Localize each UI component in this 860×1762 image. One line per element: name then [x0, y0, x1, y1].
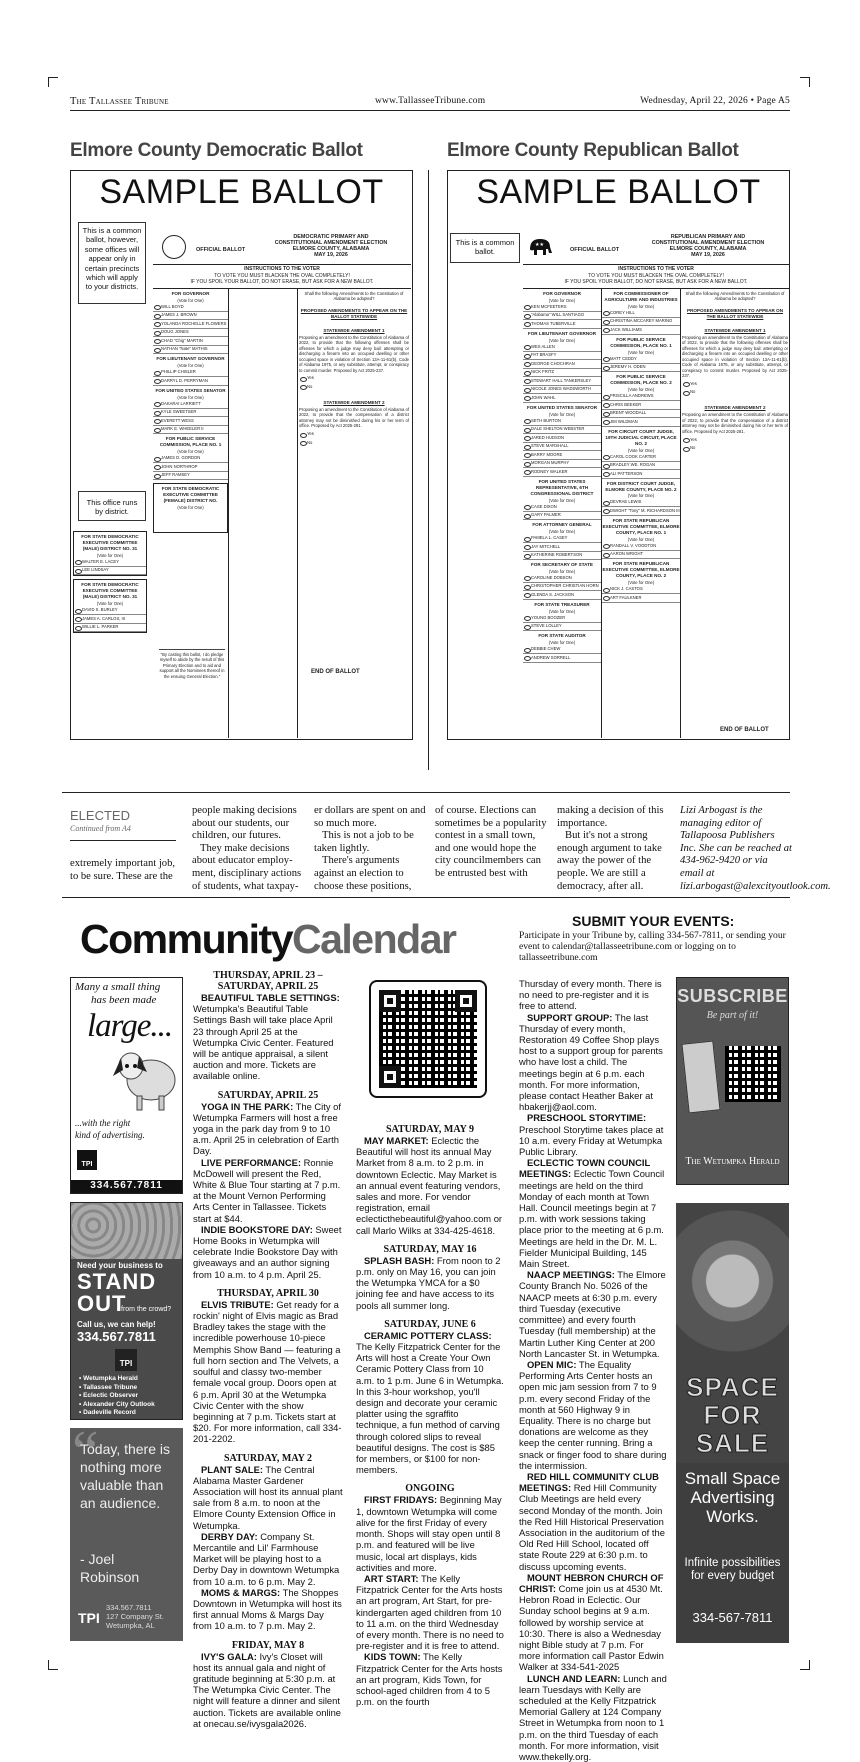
- author-bio: Lizi Arbogast is the managing editor of Tallapoosa Publishers Inc. She can be reached at 434-962-9420 or via email at lizi.arbogast@alexcityoutlook.com.: [680, 805, 831, 892]
- democratic-ballot-title: Elmore County Democratic Ballot: [70, 140, 363, 161]
- event-item: Thursday of every month. There is no need to pre-register and it is free to attend.: [519, 978, 662, 1012]
- calendar-banner: CommunityCalendar: [80, 916, 456, 962]
- ballot-heading: REPUBLICAN PRIMARY AND CONSTITUTIONAL AMENDMENT ELECTION ELMORE COUNTY, ALABAMA MAY 19, 2026: [651, 234, 765, 258]
- event-item: LUNCH AND LEARN: Lunch and learn Tuesdays with Kelly are scheduled at the Kelly Fitzpatrick Memorial Gallery at 124 Company Street in Wetumpka from noon to 1 p.m. on the third Tuesday of each month. For more information, visit www.thekelly.org.: [519, 1672, 667, 1762]
- dem-amendments: Shall the following Amendments to the Constitution of Alabama be adopted? PROPOSED AMENDMENTS TO APPEAR ON THE BALLOT STATEWIDE STATEWIDE AMENDMENT 1 Proposing an amendment to the Constitution of Alabama of 2022, to provide that the following offenses shall be offenses for which a judge may deny bail: attempting or discharging a firearm into an occupied dwelling or other occupied space in violation of Section 13A-11-61(b), Code of Alabama 1975, or any substitute, attempt, or conspiracy to commit murder. Proposed by Act 2025-237. Yes No STATEWIDE AMENDMENT 2 Proposing an amendment to the Constitution of Alabama of 2022, to provide that the compensation of a district attorney may not be diminished during his or her term of office. Proposed by Act 2025-281. Yes No: [299, 291, 409, 448]
- race: FOR STATE DEMOCRATIC EXECUTIVE COMMITTEE (FEMALE) DISTRICT NO. (Vote for One): [153, 483, 228, 533]
- race: FOR GOVERNOR (Vote for One) KEN MCFEETERS "Alabama" WILL SANTIAGO THOMAS TUBERVILLE: [523, 291, 601, 329]
- ballot-col-rule: [297, 288, 298, 738]
- alabama-seal-icon: [162, 235, 186, 259]
- ballot-heading: DEMOCRATIC PRIMARY AND CONSTITUTIONAL AMENDMENT ELECTION ELMORE COUNTY, ALABAMA MAY 19, 2026: [274, 234, 388, 258]
- ballot-rule: [523, 264, 789, 265]
- end-of-ballot: END OF BALLOT: [311, 669, 360, 675]
- event-day: SATURDAY, APRIL 25 YOGA IN THE PARK: The City of Wetumpka Farmers will host a free yoga in the park day from 9 to 10 a.m. April 25 in celebration of Earth Day. LIVE PERFORMANCE: Ronnie McDowell will present the Red, White & Blue Tour starting at 7 p.m. at the Mount Vernon Performing Arts Center in Tallassee. Tickets start at $44. INDIE BOOKSTORE DAY: Sweet Home Books in Wetumpka will celebrate Indie Bookstore Day with giveaways and an author signing from 10 a.m. to 4 p.m. April 25.: [193, 1089, 342, 1280]
- section-rule: [62, 897, 790, 898]
- ballot-note: This is a common ballot.: [450, 233, 520, 263]
- ad-text: kind of advertising.: [75, 1130, 145, 1140]
- candidate[interactable]: JAMES A. CARLOS, III: [74, 615, 146, 624]
- event-day: SATURDAY, MAY 9 MAY MARKET: Eclectic the Beautiful will host its annual May Market from 8 a.m. to 2 p.m. in downtown Eclectic. May Market is an annual event featuring vendors, sales and more. For vendor registration, email eclecticthebeautiful@yahoo.com or call Marlo Wilks at 334-425-4618.: [356, 1124, 503, 1236]
- event-day: THURSDAY, APRIL 23 – SATURDAY, APRIL 25 BEAUTIFUL TABLE SETTINGS: Wetumpka's Beautiful Table Settings Bash will take place April 23 through April 25 at the Wetumpka Civic Center. Featured will be antique appraisal, a silent auction and more. Tickets are available online.: [193, 970, 343, 1082]
- column-divider: [428, 170, 429, 770]
- ballot-footnote: "By casting this ballot, I do pledge myself to abide by the result of this Primary Election and to aid and support all the Nominees thereof in the ensuing General Election.": [159, 649, 225, 679]
- candidate[interactable]: JARED HUDSON: [523, 434, 601, 443]
- ad-text: has been made: [91, 994, 157, 1006]
- dem-races: [153, 289, 228, 533]
- candidate[interactable]: THOMAS TUBERVILLE: [523, 320, 601, 329]
- ad-text: Call us, we can help!: [77, 1320, 156, 1329]
- candidate[interactable]: DOUG JONES: [153, 329, 228, 338]
- quote-text: Today, there is nothing more valuable than an audience.: [80, 1441, 171, 1511]
- candidate[interactable]: JEREMY H. ODEN: [602, 364, 680, 373]
- candidate[interactable]: YOLANDA ROCHELLE FLOWERS: [153, 320, 228, 329]
- race: FOR UNITED STATES REPRESENTATIVE, 6TH CONGRESSIONAL DISTRICT (Vote for One) CASE DIXON GARY PALMER: [523, 479, 601, 520]
- tpi-logo: TPI: [77, 1150, 97, 1170]
- race: FOR PUBLIC SERVICE COMMISSION, PLACE NO. 2 (Vote for One) PRISCILLA ANDREWS CHRIS BEEKER BRENT WOODALL JIM WILDMAN: [602, 374, 680, 426]
- tpi-logo: TPI: [115, 1349, 137, 1371]
- candidate[interactable]: GEORGE CHOCHRAN: [523, 360, 601, 369]
- candidate[interactable]: DAKARAI LARRIETT: [153, 400, 228, 409]
- candidate[interactable]: CHRISTINA MCCAREY MARINO: [602, 318, 680, 327]
- ad-text: ...with the right: [75, 1118, 131, 1128]
- ballot-col-rule: [228, 288, 229, 738]
- quote-author: - Joel Robinson: [80, 1551, 140, 1585]
- candidate[interactable]: PHILLIP CHISLER: [153, 369, 228, 378]
- quote-mark-icon: “: [72, 1419, 99, 1485]
- candidate[interactable]: COREY HILL: [602, 309, 680, 318]
- ad-text: Many a small thing: [75, 981, 161, 993]
- event-item: PRESCHOOL STORYTIME: Preschool Storytime takes place at 10 a.m. every Friday at Wetumpka Public Library.: [519, 1112, 664, 1158]
- tpi-logo: TPI: [78, 1610, 100, 1626]
- candidate[interactable]: STEVE LOLLEY: [523, 623, 601, 632]
- candidate[interactable]: JOHN WAHL: [523, 394, 601, 403]
- continued-label: Continued from A4: [70, 824, 131, 833]
- submit-text: Participate in your Tribune by, calling 334-567-7811, or sending your event to calendar@tallasseetribune.com or logging on to tallasseetribune.com: [519, 930, 786, 963]
- ad-phone: 334-567-7811: [692, 1610, 773, 1625]
- yes-option[interactable]: Yes: [682, 380, 788, 389]
- no-option[interactable]: No: [299, 383, 409, 392]
- event-item: SUPPORT GROUP: The last Thursday of every month, Restoration 49 Coffee Shop plays host to a support group for parents who have lost a child. The meetings begin at 6 p.m. each month. For more information, please contact Heather Baker at hbakerjj@aol.com.: [519, 1011, 663, 1113]
- candidate[interactable]: STEWART HALL TANKERSLEY: [523, 377, 601, 386]
- race: FOR COMMISSIONER OF AGRICULTURE AND INDUSTRIES (Vote for One) COREY HILL CHRISTINA MCCAREY MARINO JACK WILLIAMS: [602, 291, 680, 335]
- ad-large[interactable]: [70, 977, 183, 1194]
- candidate[interactable]: MARK E. WHEELER II: [153, 426, 228, 435]
- event-item: FIRST FRIDAYS: Beginning May 1, downtown Wetumpka will come alive for the first Friday of every month. Shops will stay open until 8 p.m. and featured will be live music, local art displays, kids activities and more.: [356, 1494, 502, 1573]
- race: FOR STATE DEMOCRATIC EXECUTIVE COMMITTEE (MALE) DISTRICT NO. 31 (Vote for One) DAVID S. BURLEY JAMES A. CARLOS, III WILLIE L. PARKER: [73, 579, 147, 633]
- candidate[interactable]: PAT BRASFY: [523, 352, 601, 361]
- candidate[interactable]: ALI PATTERSON: [602, 470, 680, 479]
- candidate[interactable]: GARY PALMER: [523, 512, 601, 521]
- subscribe-title: SUBSCRIBE: [677, 986, 788, 1006]
- race: FOR LIEUTENANT GOVERNOR (Vote for One) WES ALLEN PAT BRASFY GEORGE CHOCHRAN NICK FRITZ STEWART HALL TANKERSLEY NICOLE JONES WADSWORTH JOHN WAHL: [523, 331, 601, 403]
- story-col-4: of course. Elections can sometimes be a popularity contest in a small town, and one would hope the city councilmembers can be entrusted best with: [435, 805, 547, 879]
- events-column-1: [193, 970, 343, 1729]
- candidate[interactable]: WILL BOYD: [153, 303, 228, 312]
- candidate[interactable]: PRISCILLA ANDREWS: [602, 393, 680, 402]
- ad-space-for-sale[interactable]: [676, 1203, 789, 1643]
- candidate[interactable]: BRENT WOODALL: [602, 410, 680, 419]
- candidate[interactable]: KATHERINE ROBERTSON: [523, 552, 601, 561]
- instructions: INSTRUCTIONS TO THE VOTER TO VOTE YOU MUST BLACKEN THE OVAL COMPLETELY! IF YOU SPOIL YOUR BALLOT, DO NOT ERASE, BUT ASK FOR A NEW BALLOT.: [190, 266, 374, 285]
- event-item: MOMS & MARGS: The Shoppes Downtown in Wetumpka will host its first annual Moms & Margs Day from 10 a.m. to 7 p.m. May 2.: [193, 1586, 342, 1632]
- race: FOR STATE DEMOCRATIC EXECUTIVE COMMITTEE (MALE) DISTRICT NO. 31 (Vote for One) WALTER E. LACEY LEE LINDSAY: [73, 531, 147, 576]
- candidate[interactable]: DEBBIE CHEW: [523, 646, 601, 655]
- story-col-1: extremely important job, to be sure. These are the: [70, 858, 176, 882]
- candidate[interactable]: DALE SHELTON WEBSTER: [523, 426, 601, 435]
- paper-name: The Tallassee Tribune: [70, 96, 169, 107]
- event-day: SATURDAY, MAY 2 PLANT SALE: The Central Alabama Master Gardener Association will host its annual plant sale from 8 a.m. to noon at the Elmore County Extension Office in Wetumpka. DERBY DAY: Company St. Mercantile and Lil' Farmhouse Market will be playing host to a Derby Day in downtown Wetumpka from 10 a.m. to 6 p.m. May 2. MOMS & MARGS: The Shoppes Downtown in Wetumpka will host its first annual Moms & Margs Day from 10 a.m. to 7 p.m. May 2.: [193, 1452, 343, 1632]
- dem-district-races: [73, 531, 147, 633]
- candidate[interactable]: RODNEY WALKER: [523, 468, 601, 477]
- event-item: SPLASH BASH: From noon to 2 p.m. only on May 16, you can join the Wetumpka YMCA for a $0 joining fee and have access to its pools all summer long.: [356, 1254, 501, 1311]
- no-option[interactable]: No: [299, 439, 409, 448]
- candidate[interactable]: DEVRAE LEWIS: [602, 499, 680, 508]
- ballot-note: This is a common ballot, however, some offices will appear only in certain precincts which will apply to your districts.: [78, 222, 146, 304]
- candidate[interactable]: JAMES J. BROWN: [153, 312, 228, 321]
- event-item: IVY'S GALA: Ivy's Closet will host its annual gala and night of gratitude beginning at 5:30 p.m. at The Wetumpka Civic Center. The night will feature a dinner and silent auction. Tickets are available online at onecau.se/ivysgala2026.: [193, 1650, 342, 1729]
- ad-text: OUT: [77, 1291, 127, 1316]
- eggs-image: [71, 1203, 182, 1259]
- candidate[interactable]: GLENDA S. JACKSON: [523, 591, 601, 600]
- race: FOR ATTORNEY GENERAL (Vote for One) PAMELA L. CASEY JAY MITCHELL KATHERINE ROBERTSON: [523, 522, 601, 560]
- candidate[interactable]: ART FAULKNER: [602, 594, 680, 603]
- race: FOR STATE REPUBLICAN EXECUTIVE COMMITTEE, ELMORE COUNTY, PLACE NO. 2 (Vote for One) NICK J. CASTOS ART FAULKNER: [602, 561, 680, 602]
- district-note: This office runs by district.: [78, 491, 146, 521]
- race: FOR PUBLIC SERVICE COMMISSION, PLACE NO. 1 (Vote for One) JAMES D. GORDON JOHN NORTHROP JEFF RAMSEY: [153, 436, 228, 480]
- event-day: FRIDAY, MAY 8 IVY'S GALA: Ivy's Closet will host its annual gala and night of gratitude beginning at 5:30 p.m. at The Wetumpka Civic Center. The night will feature a dinner and silent auction. Tickets are available online at onecau.se/ivysgala2026.: [193, 1639, 342, 1729]
- race: FOR STATE AUDITOR (Vote for One) DEBBIE CHEW ANDREW SORRELL: [523, 633, 601, 662]
- candidate[interactable]: DAVID S. BURLEY: [74, 607, 146, 616]
- qr-finder: [379, 990, 401, 1012]
- rep-races-col2: [602, 289, 680, 603]
- candidate[interactable]: NICOLE JONES WADSWORTH: [523, 386, 601, 395]
- candidate[interactable]: CASE DIXON: [523, 503, 601, 512]
- candidate[interactable]: KEN MCFEETERS: [523, 303, 601, 312]
- dog-illustration-icon: [107, 1048, 179, 1110]
- candidate[interactable]: LEE LINDSAY: [74, 567, 146, 576]
- section-rule: [62, 792, 790, 793]
- ad-text: Need your business to: [77, 1261, 163, 1270]
- end-of-ballot: END OF BALLOT: [720, 727, 769, 733]
- candidate[interactable]: WILLIE L. PARKER: [74, 624, 146, 633]
- candidate[interactable]: NICK J. CASTOS: [602, 586, 680, 595]
- candidate[interactable]: "Alabama" WILL SANTIAGO: [523, 312, 601, 321]
- candidate[interactable]: DWIGHT "Tony" M. RICHARDSON III: [602, 507, 680, 516]
- crop-mark: [48, 77, 58, 87]
- event-item: MOUNT HEBRON CHURCH OF CHRIST: Come join us at 4530 Mt. Hebron Road in Eclectic. Our Sunday school begins at 9 a.m. followed by worship service at 10:30. There is also a Wednesday night Bible study at 7 p.m. For more information call Pastor Edwin Walker at 334-541-2025: [519, 1571, 664, 1673]
- yes-option[interactable]: Yes: [299, 431, 409, 440]
- crop-mark: [800, 1660, 810, 1670]
- candidate[interactable]: MATT CEDDY: [602, 355, 680, 364]
- race: FOR DISTRICT COURT JUDGE, ELMORE COUNTY, PLACE NO. 2 (Vote for One) DEVRAE LEWIS DWIGHT "Tony" M. RICHARDSON III: [602, 481, 680, 516]
- candidate[interactable]: WALTER E. LACEY: [74, 558, 146, 567]
- no-option[interactable]: No: [682, 445, 788, 454]
- ad-stand-out[interactable]: [70, 1202, 183, 1420]
- event-item: ART START: The Kelly Fitzpatrick Center for the Arts hosts an art program, Art Start, for pre-kindergarten aged children from 10 to 11 a.m. on the third Wednesday of every month. There is no need to pre-register and it is free to attend.: [356, 1572, 504, 1652]
- events-column-2: [356, 1124, 504, 1707]
- elephant-icon: [528, 235, 554, 257]
- ad-text: from the crowd?: [121, 1306, 172, 1313]
- candidate[interactable]: YOUNG BOOZER: [523, 614, 601, 623]
- subscribe-qr[interactable]: [725, 1046, 781, 1102]
- newspaper-icon: [681, 1041, 720, 1114]
- democratic-ballot: [70, 170, 413, 740]
- event-item: KIDS TOWN: The Kelly Fitzpatrick Center for the Arts hosts an art program, Kids Town, for school-aged children from 4 to 5 p.m. on the fourth: [356, 1651, 503, 1708]
- race: FOR STATE REPUBLICAN EXECUTIVE COMMITTEE, ELMORE COUNTY, PLACE NO. 1 (Vote for One) RANDALL V. VOODTON AARON WRIGHT: [602, 518, 680, 559]
- ballot-rule: [153, 264, 411, 265]
- candidate[interactable]: EVERETT WESS: [153, 417, 228, 426]
- race: FOR STATE TREASURER (Vote for One) YOUNG BOOZER STEVE LOLLEY: [523, 602, 601, 631]
- yes-option[interactable]: Yes: [299, 375, 409, 384]
- papers-list: • Wetumpka Herald • Tallassee Tribune • Eclectic Observer • Alexander City Outlook • Dadeville Record: [79, 1375, 155, 1417]
- candidate[interactable]: CHRISTOPHER CHRISTIAN HORN: [523, 583, 601, 592]
- candidate[interactable]: NICK FRITZ: [523, 369, 601, 378]
- ad-subscribe[interactable]: [676, 977, 789, 1185]
- republican-ballot-title: Elmore County Republican Ballot: [447, 140, 739, 161]
- candidate[interactable]: NATHAN "Nate" MATHIS: [153, 346, 228, 355]
- official-ballot-label: OFFICIAL BALLOT: [570, 247, 620, 253]
- space-text: SPACE FOR SALE: [686, 1372, 779, 1458]
- candidate[interactable]: MORGAN MURPHY: [523, 460, 601, 469]
- instructions: INSTRUCTIONS TO THE VOTER TO VOTE YOU MUST BLACKEN THE OVAL COMPLETELY! IF YOU SPOIL YOUR BALLOT, DO NOT ERASE, BUT ASK FOR A NEW BALLOT.: [564, 266, 748, 285]
- candidate[interactable]: KYLE SWEETSER: [153, 409, 228, 418]
- story-col-5: making a decision of this importance. But it's not a strong enough argument to take away the power of the people. We are still a democracy, after all.: [557, 805, 664, 892]
- story-col-2: people making decisions about our students, our children, our futures. They make decisions about educator employ-ment, disciplinary actions of students, what taxpay-: [192, 805, 302, 892]
- event-item: DERBY DAY: Company St. Mercantile and Lil' Farmhouse Market will be playing host to a Derby Day in downtown Wetumpka from 10 a.m. to 6 p.m. May 2.: [193, 1530, 340, 1587]
- event-day: SATURDAY, JUNE 6 CERAMIC POTTERY CLASS: The Kelly Fitzpatrick Center for the Arts will host a Create Your Own Ceramic Pottery Class from 10 a.m. to 1 p.m. June 6 in Wetumpka. In this 3-hour workshop, you'll design and decorate your ceramic platter using the sgraffito technique, a fun method of carving through colored slips to reveal beautiful designs. The cost is $85 for members, or $100 for non-members.: [356, 1318, 504, 1476]
- crop-mark: [800, 77, 810, 87]
- svg-text:★★: ★★: [535, 243, 544, 248]
- subscribe-sub: Be part of it!: [706, 1010, 759, 1021]
- candidate[interactable]: BRADLEY WE. ROGAN: [602, 462, 680, 471]
- candidate[interactable]: CHAD "Chig" MARTIN: [153, 337, 228, 346]
- paper-url[interactable]: www.TallasseeTribune.com: [375, 96, 486, 106]
- sample-ballot-heading: SAMPLE BALLOT: [99, 173, 384, 211]
- candidate[interactable]: JOHN NORTHROP: [153, 463, 228, 472]
- crop-mark: [48, 1660, 58, 1670]
- story-kicker: ELECTED: [70, 808, 130, 823]
- candidate[interactable]: JEFF RAMSEY: [153, 472, 228, 481]
- candidate[interactable]: STEVE MARSHALL: [523, 443, 601, 452]
- candidate[interactable]: CAROLINE DOBSON: [523, 574, 601, 583]
- event-item: NAACP MEETINGS: The Elmore County Branch No. 5026 of the NAACP meets at 6:30 p.m. every third Tuesday (executive committee) and every fourth Tuesday (full membership) at the Martin Luther King Center at 200 North Lancaster St. in Wetumpka.: [519, 1269, 666, 1359]
- yes-option[interactable]: Yes: [682, 436, 788, 445]
- ad-text: STAND: [77, 1269, 157, 1294]
- race: FOR PUBLIC SERVICE COMMISSION, PLACE NO. 1 (Vote for One) MATT CEDDY JEREMY H. ODEN: [602, 337, 680, 372]
- candidate[interactable]: RANDALL V. VOODTON: [602, 542, 680, 551]
- rep-races-col1: [523, 289, 601, 663]
- candidate[interactable]: WES ALLEN: [523, 343, 601, 352]
- event-item: ELVIS TRIBUTE: Get ready for a rockin' night of Elvis magic as Brad Bradley takes the stage with the incredible powerhouse 10-piece Memphis Show Band — featuring a full horn section and The Velvets, a soulful and classy two-member female vocal group. Doors open at 6 p.m. April 30 at the Wetumpka Civic Center with the show beginning at 7 p.m. Tickets start at $20. For more information, call 334-201-2202.: [193, 1298, 342, 1445]
- events-column-3: [519, 978, 667, 1762]
- ballot-col-rule: [680, 288, 681, 738]
- ad-phone: 334.567.7811: [77, 1329, 156, 1344]
- event-day: THURSDAY, APRIL 30 ELVIS TRIBUTE: Get ready for a rockin' night of Elvis magic as Brad Bradley takes the stage with the incredible powerhouse 10-piece Memphis Show Band — featuring a full horn section and The Velvets, a soulful and classy two-member female vocal group. Doors open at 6 p.m. April 30 at the Wetumpka Civic Center with the show beginning at 7 p.m. Tickets start at $20. For more information, call 334-201-2202.: [193, 1287, 342, 1445]
- republican-ballot: [447, 170, 790, 740]
- candidate[interactable]: JAY MITCHELL: [523, 543, 601, 552]
- event-day: ONGOING FIRST FRIDAYS: Beginning May 1, downtown Wetumpka will come alive for the first Friday of every month. Shops will stay open until 8 p.m. and featured will be live music, local art displays, kids activities and more. ART START: The Kelly Fitzpatrick Center for the Arts hosts an art program, Art Start, for pre-kindergarten aged children from 10 to 11 a.m. on the third Wednesday of every month. There is no need to pre-register and it is free to attend. KIDS TOWN: The Kelly Fitzpatrick Center for the Arts hosts an art program, Kids Town, for school-aged children from 4 to 5 p.m. on the fourth: [356, 1483, 504, 1708]
- candidate[interactable]: DARRYL D. PERRYMAN: [153, 377, 228, 386]
- subscribe-paper: The Wetumpka Herald: [685, 1156, 780, 1167]
- ad-address: 334.567.7811 127 Company St. Wetumpka, AL: [106, 1603, 164, 1630]
- candidate[interactable]: PAMELA L. CASEY: [523, 535, 601, 544]
- sample-ballot-heading: SAMPLE BALLOT: [476, 173, 761, 211]
- official-ballot-label: OFFICIAL BALLOT: [196, 247, 246, 253]
- ad-phone: 334.567.7811: [71, 1180, 182, 1193]
- event-item: CERAMIC POTTERY CLASS: The Kelly Fitzpatrick Center for the Arts will host a Create Your Own Ceramic Pottery Class from 10 a.m. to 1 p.m. June 6 in Wetumpka. In this 3-hour workshop, you'll design and decorate your ceramic platter using the sgraffito technique, a fun method of carving through colored slips to reveal beautiful designs. The cost is $85 for members, or $100 for non-members.: [356, 1329, 504, 1476]
- candidate[interactable]: BARRY MOORE: [523, 451, 601, 460]
- event-item: YOGA IN THE PARK: The City of Wetumpka Farmers will host a free yoga in the park day from 9 to 10 a.m. April 25 in celebration of Earth Day.: [193, 1100, 341, 1157]
- race: FOR SECRETARY OF STATE (Vote for One) CAROLINE DOBSON CHRISTOPHER CHRISTIAN HORN GLENDA S. JACKSON: [523, 562, 601, 600]
- race: FOR GOVERNOR (Vote for One) WILL BOYD JAMES J. BROWN YOLANDA ROCHELLE FLOWERS DOUG JONES CHAD "Chig" MARTIN NATHAN "Nate" MATHIS: [153, 291, 228, 354]
- event-item: MAY MARKET: Eclectic the Beautiful will host its annual May Market from 8 a.m. to 2 p.m. in downtown Eclectic. May Market is an annual event featuring vendors, sales and more. For vendor registration, email eclecticthebeautiful@yahoo.com or call Marlo Wilks at 334-425-4618.: [356, 1135, 503, 1236]
- event-item: PLANT SALE: The Central Alabama Master Gardener Association will host its annual plant sale from 8 a.m. to noon at the Elmore County Extension Office in Wetumpka.: [193, 1463, 343, 1531]
- no-option[interactable]: No: [682, 389, 788, 398]
- ad-text: large...: [87, 1008, 173, 1044]
- candidate[interactable]: JIM WILDMAN: [602, 418, 680, 427]
- kicker-rule: [70, 840, 176, 841]
- event-item: INDIE BOOKSTORE DAY: Sweet Home Books in Wetumpka will celebrate Indie Bookstore Day with giveaways and an author signing from 10 a.m. to 4 p.m. April 25.: [193, 1223, 342, 1280]
- candidate[interactable]: AARON WRIGHT: [602, 551, 680, 560]
- candidate[interactable]: JAMES D. GORDON: [153, 455, 228, 464]
- ad-quote[interactable]: [70, 1419, 183, 1641]
- space-headline: Small Space Advertising Works.: [684, 1469, 781, 1526]
- story-col-3: er dollars are spent on and so much more. This is not a job to be taken lightly. There's arguments against an election to choose these positions,: [314, 805, 426, 892]
- header-rule: [70, 110, 790, 111]
- space-sub: Infinite possibilities for every budget: [684, 1557, 781, 1582]
- event-item: BEAUTIFUL TABLE SETTINGS: Wetumpka's Beautiful Table Settings Bash will take place April 23 through April 25 at the Wetumpka Civic Center. Featured will be antique appraisal, a silent auction and more. Tickets are available online.: [193, 992, 340, 1082]
- candidate[interactable]: CAROL COOK CARTER: [602, 453, 680, 462]
- date-page: Wednesday, April 22, 2026 • Page A5: [640, 96, 790, 106]
- candidate[interactable]: CHRIS BEEKER: [602, 401, 680, 410]
- candidate[interactable]: SETH BURTON: [523, 417, 601, 426]
- candidate[interactable]: JACK WILLIAMS: [602, 326, 680, 335]
- qr-finder: [455, 990, 477, 1012]
- race: FOR UNITED STATES SENATOR (Vote for One) DAKARAI LARRIETT KYLE SWEETSER EVERETT WESS MARK E. WHEELER II: [153, 388, 228, 434]
- event-day: SATURDAY, MAY 16 SPLASH BASH: From noon to 2 p.m. only on May 16, you can join the Wetumpka YMCA for a $0 joining fee and have access to its pools all summer long.: [356, 1244, 504, 1311]
- event-item: ECLECTIC TOWN COUNCIL MEETINGS: Eclectic Town Council meetings are held on the third Monday of each month at Town Hall. Council meetings begin at 7 p.m. with work sessions taking place prior to the meeting at 6 p.m. Meetings are held in the Dr. M. L. Fielder Municipal Building, 145 Main Street.: [519, 1157, 665, 1270]
- qr-finder: [379, 1066, 401, 1088]
- race: FOR CIRCUIT COURT JUDGE, 19TH JUDICIAL CIRCUIT, PLACE NO. 2 (Vote for One) CAROL COOK CARTER BRADLEY WE. ROGAN ALI PATTERSON: [602, 429, 680, 479]
- event-item: RED HILL COMMUNITY CLUB MEETINGS: Red Hill Community Club Meetings are held every second Monday of the month. Join the Red Hill Historical Preservation Association in the auditorium of the Old Red Hill School, located off state Route 229 at 6:30 p.m. to discuss upcoming events.: [519, 1470, 665, 1572]
- rep-amendments: Shall the following Amendments to the Constitution of Alabama be adopted? PROPOSED AMENDMENTS TO APPEAR ON THE BALLOT STATEWIDE STATEWIDE AMENDMENT 1 Proposing an amendment to the Constitution of Alabama of 2022, to provide that the following offenses shall be offenses for which a judge may deny bail: attempting or discharging a firearm into an occupied dwelling or other occupied space in violation of Section 13A-11-61(b), Code of Alabama 1975, or any substitute, attempt, or conspiracy to commit murder. Proposed by Act 2025-237. Yes No STATEWIDE AMENDMENT 2 Proposing an amendment to the Constitution of Alabama of 2022, to provide that the compensation of a district attorney may not be diminished during his or her term of office. Proposed by Act 2025-281. Yes No: [682, 291, 788, 453]
- event-item: OPEN MIC: The Equality Performing Arts Center hosts an open mic jam session from 7 to 9 p.m. every second Friday of the month at 560 Highway 9 in Equality. There is no charge but donations are welcome as they keep the center running. Bring a snack or finger food to share during the intermission.: [519, 1358, 667, 1471]
- event-item: LIVE PERFORMANCE: Ronnie McDowell will present the Red, White & Blue Tour starting at 7 p.m. at the Mount Vernon Performing Arts Center in Tallassee. Tickets start at $44.: [193, 1156, 341, 1224]
- race: FOR UNITED STATES SENATOR (Vote for One) SETH BURTON DALE SHELTON WEBSTER JARED HUDSON STEVE MARSHALL BARRY MOORE MORGAN MURPHY RODNEY WALKER: [523, 405, 601, 477]
- submit-title: SUBMIT YOUR EVENTS:: [572, 913, 735, 929]
- qr-code[interactable]: [369, 980, 487, 1098]
- candidate[interactable]: ANDREW SORRELL: [523, 654, 601, 663]
- race: FOR LIEUTENANT GOVERNOR (Vote for One) PHILLIP CHISLER DARRYL D. PERRYMAN: [153, 356, 228, 385]
